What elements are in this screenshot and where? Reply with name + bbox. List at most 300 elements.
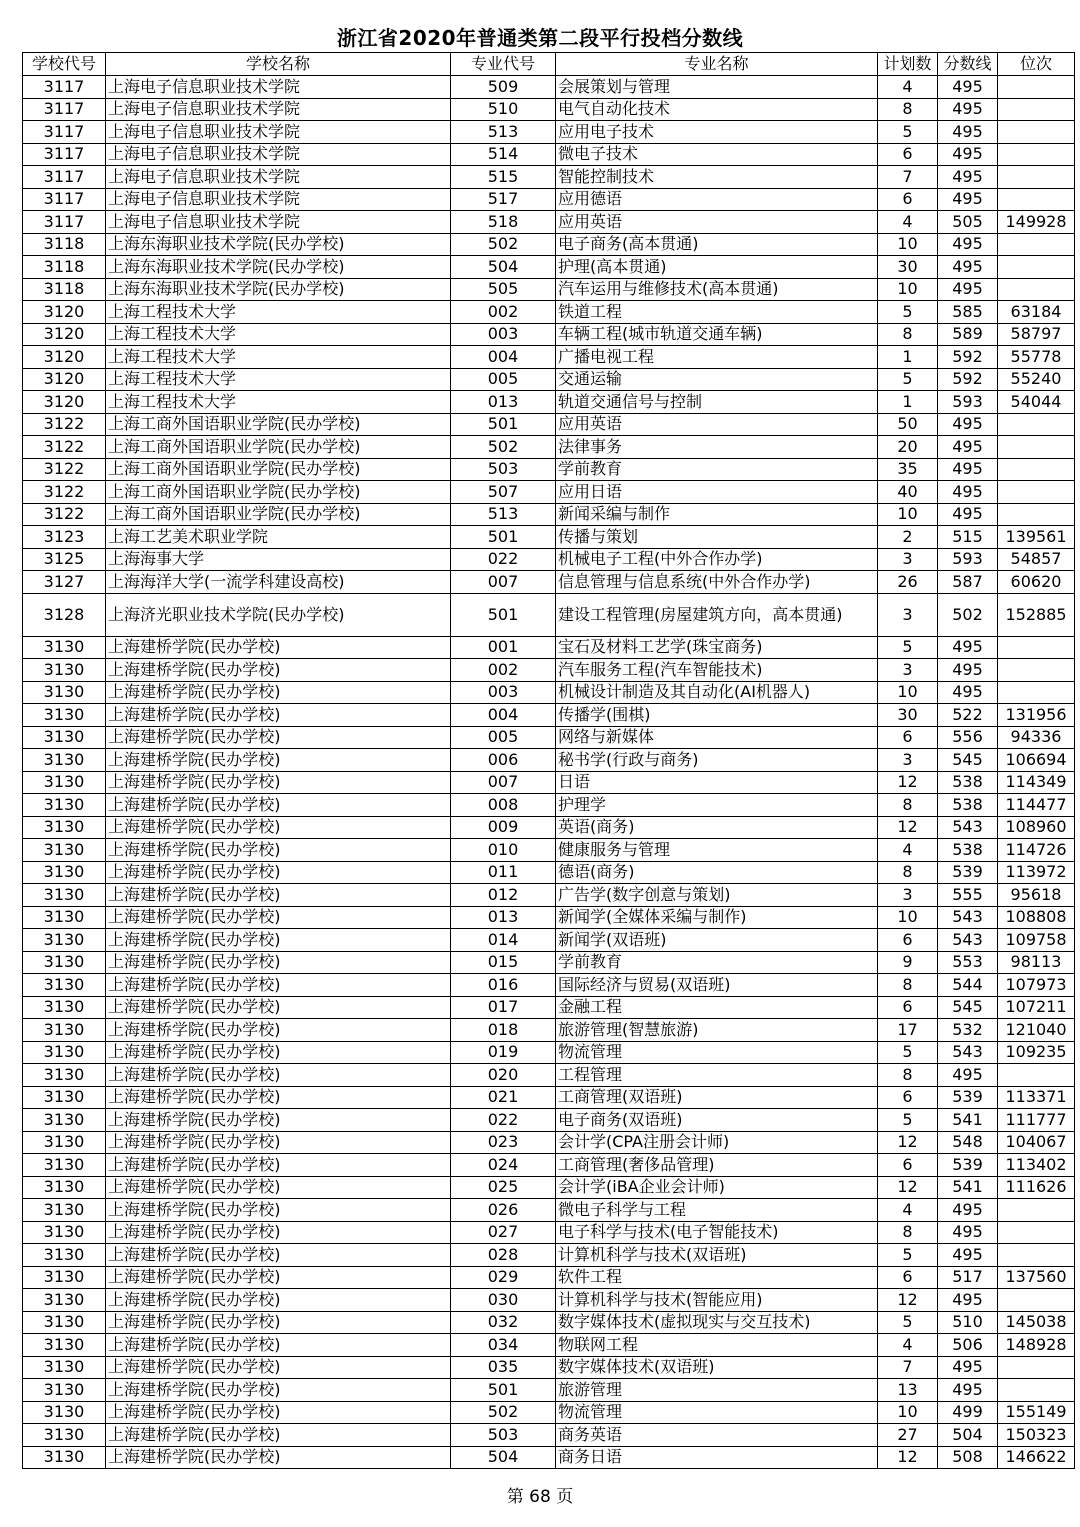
- table-row: [23, 726, 1075, 749]
- rank-cell: 107211: [998, 996, 1075, 1019]
- major-name-cell: 英语(商务): [556, 816, 878, 839]
- school-code-cell: 3130: [23, 1311, 106, 1334]
- major-name-cell: 新闻采编与制作: [556, 503, 878, 526]
- score-table: [22, 52, 1075, 1469]
- school-name-cell: 上海建桥学院(民办学校): [106, 839, 451, 862]
- school-name-cell: 上海建桥学院(民办学校): [106, 704, 451, 727]
- major-name-cell: 国际经济与贸易(双语班): [556, 974, 878, 997]
- score-line-cell: 539: [938, 861, 998, 884]
- table-row: [23, 76, 1075, 99]
- page-title: 浙江省2020年普通类第二段平行投档分数线: [336, 26, 744, 50]
- score-line-cell: 504: [938, 1424, 998, 1447]
- table-row: [23, 1221, 1075, 1244]
- major-code-cell: 029: [451, 1266, 556, 1289]
- school-name-cell: 上海建桥学院(民办学校): [106, 1266, 451, 1289]
- score-line-cell: 495: [938, 1064, 998, 1087]
- table-row: [23, 681, 1075, 704]
- score-line-cell: 495: [938, 188, 998, 211]
- plan-count-cell: 10: [878, 1401, 938, 1424]
- score-line-cell: 544: [938, 974, 998, 997]
- plan-count-cell: 6: [878, 1266, 938, 1289]
- plan-count-cell: 5: [878, 368, 938, 391]
- school-name-cell: 上海建桥学院(民办学校): [106, 1221, 451, 1244]
- major-code-cell: 019: [451, 1041, 556, 1064]
- school-code-cell: 3130: [23, 996, 106, 1019]
- major-name-cell: 物流管理: [556, 1401, 878, 1424]
- major-code-cell: 020: [451, 1064, 556, 1087]
- school-name-cell: 上海建桥学院(民办学校): [106, 974, 451, 997]
- score-line-cell: 502: [938, 593, 998, 636]
- school-code-cell: 3130: [23, 1289, 106, 1312]
- school-name-cell: 上海建桥学院(民办学校): [106, 1154, 451, 1177]
- score-line-cell: 495: [938, 1199, 998, 1222]
- score-line-cell: 592: [938, 368, 998, 391]
- school-code-cell: 3130: [23, 1199, 106, 1222]
- major-name-cell: 微电子科学与工程: [556, 1199, 878, 1222]
- plan-count-cell: 7: [878, 166, 938, 189]
- major-code-cell: 023: [451, 1131, 556, 1154]
- plan-count-cell: 5: [878, 1041, 938, 1064]
- school-code-cell: 3130: [23, 1041, 106, 1064]
- rank-cell: 54857: [998, 548, 1075, 571]
- plan-count-cell: 9: [878, 951, 938, 974]
- rank-cell: 131956: [998, 704, 1075, 727]
- table-row: [23, 436, 1075, 459]
- major-name-cell: 广播电视工程: [556, 346, 878, 369]
- score-line-cell: 508: [938, 1446, 998, 1469]
- score-line-cell: 495: [938, 436, 998, 459]
- score-line-cell: 495: [938, 121, 998, 144]
- score-line-cell: 553: [938, 951, 998, 974]
- school-code-cell: 3130: [23, 1109, 106, 1132]
- score-line-cell: 555: [938, 884, 998, 907]
- rank-cell: 155149: [998, 1401, 1075, 1424]
- school-name-cell: 上海东海职业技术学院(民办学校): [106, 233, 451, 256]
- major-name-cell: 会展策划与管理: [556, 76, 878, 99]
- school-name-cell: 上海电子信息职业技术学院: [106, 211, 451, 234]
- school-name-cell: 上海海事大学: [106, 548, 451, 571]
- school-code-cell: 3117: [23, 76, 106, 99]
- school-code-cell: 3130: [23, 726, 106, 749]
- score-line-cell: 556: [938, 726, 998, 749]
- plan-count-cell: 5: [878, 636, 938, 659]
- major-name-cell: 商务日语: [556, 1446, 878, 1469]
- school-name-cell: 上海建桥学院(民办学校): [106, 1424, 451, 1447]
- table-row: [23, 794, 1075, 817]
- table-row: [23, 571, 1075, 594]
- plan-count-cell: 35: [878, 458, 938, 481]
- rank-cell: 146622: [998, 1446, 1075, 1469]
- table-row: [23, 974, 1075, 997]
- school-name-cell: 上海电子信息职业技术学院: [106, 166, 451, 189]
- major-code-cell: 003: [451, 323, 556, 346]
- score-line-cell: 585: [938, 301, 998, 324]
- plan-count-cell: 8: [878, 861, 938, 884]
- major-code-cell: 011: [451, 861, 556, 884]
- school-name-cell: 上海建桥学院(民办学校): [106, 816, 451, 839]
- school-name-cell: 上海建桥学院(民办学校): [106, 726, 451, 749]
- school-name-cell: 上海工商外国语职业学院(民办学校): [106, 481, 451, 504]
- school-code-cell: 3130: [23, 636, 106, 659]
- rank-cell: [998, 166, 1075, 189]
- plan-count-cell: 3: [878, 659, 938, 682]
- rank-cell: [998, 1064, 1075, 1087]
- school-name-cell: 上海建桥学院(民办学校): [106, 1401, 451, 1424]
- rank-cell: 109758: [998, 929, 1075, 952]
- major-name-cell: 应用电子技术: [556, 121, 878, 144]
- score-line-cell: 505: [938, 211, 998, 234]
- page-number: 第 68 页: [506, 1487, 574, 1507]
- major-name-cell: 会计学(CPA注册会计师): [556, 1131, 878, 1154]
- school-code-cell: 3130: [23, 974, 106, 997]
- plan-count-cell: 5: [878, 1244, 938, 1267]
- school-name-cell: 上海电子信息职业技术学院: [106, 121, 451, 144]
- rank-cell: 148928: [998, 1334, 1075, 1357]
- score-line-cell: 543: [938, 816, 998, 839]
- school-code-cell: 3130: [23, 1446, 106, 1469]
- rank-cell: [998, 458, 1075, 481]
- major-name-cell: 新闻学(双语班): [556, 929, 878, 952]
- plan-count-cell: 5: [878, 1109, 938, 1132]
- major-name-cell: 应用日语: [556, 481, 878, 504]
- score-line-cell: 543: [938, 906, 998, 929]
- major-name-cell: 新闻学(全媒体采编与制作): [556, 906, 878, 929]
- score-line-cell: 532: [938, 1019, 998, 1042]
- plan-count-cell: 3: [878, 749, 938, 772]
- major-name-cell: 机械电子工程(中外合作办学): [556, 548, 878, 571]
- major-name-cell: 学前教育: [556, 951, 878, 974]
- school-name-cell: 上海建桥学院(民办学校): [106, 1064, 451, 1087]
- header-rank: 位次: [998, 53, 1075, 76]
- major-code-cell: 014: [451, 929, 556, 952]
- table-row: [23, 816, 1075, 839]
- major-name-cell: 计算机科学与技术(双语班): [556, 1244, 878, 1267]
- school-code-cell: 3127: [23, 571, 106, 594]
- plan-count-cell: 3: [878, 548, 938, 571]
- major-code-cell: 502: [451, 436, 556, 459]
- major-code-cell: 022: [451, 548, 556, 571]
- rank-cell: [998, 121, 1075, 144]
- table-row: [23, 166, 1075, 189]
- major-name-cell: 电子商务(双语班): [556, 1109, 878, 1132]
- plan-count-cell: 12: [878, 1446, 938, 1469]
- rank-cell: 55778: [998, 346, 1075, 369]
- major-code-cell: 504: [451, 1446, 556, 1469]
- plan-count-cell: 17: [878, 1019, 938, 1042]
- major-name-cell: 日语: [556, 771, 878, 794]
- major-code-cell: 024: [451, 1154, 556, 1177]
- major-name-cell: 轨道交通信号与控制: [556, 391, 878, 414]
- rank-cell: [998, 681, 1075, 704]
- rank-cell: 58797: [998, 323, 1075, 346]
- major-code-cell: 503: [451, 458, 556, 481]
- plan-count-cell: 6: [878, 996, 938, 1019]
- school-name-cell: 上海东海职业技术学院(民办学校): [106, 256, 451, 279]
- table-row: [23, 1379, 1075, 1402]
- table-row: [23, 526, 1075, 549]
- school-code-cell: 3130: [23, 861, 106, 884]
- major-code-cell: 010: [451, 839, 556, 862]
- major-code-cell: 013: [451, 906, 556, 929]
- table-row: [23, 413, 1075, 436]
- table-row: [23, 211, 1075, 234]
- table-row: [23, 548, 1075, 571]
- school-name-cell: 上海建桥学院(民办学校): [106, 636, 451, 659]
- major-code-cell: 505: [451, 278, 556, 301]
- school-name-cell: 上海工商外国语职业学院(民办学校): [106, 503, 451, 526]
- table-row: [23, 368, 1075, 391]
- school-code-cell: 3130: [23, 1356, 106, 1379]
- score-line-cell: 517: [938, 1266, 998, 1289]
- plan-count-cell: 27: [878, 1424, 938, 1447]
- table-row: [23, 929, 1075, 952]
- table-row: [23, 458, 1075, 481]
- major-code-cell: 008: [451, 794, 556, 817]
- major-code-cell: 005: [451, 726, 556, 749]
- school-code-cell: 3122: [23, 413, 106, 436]
- major-code-cell: 513: [451, 503, 556, 526]
- table-row: [23, 1154, 1075, 1177]
- school-name-cell: 上海建桥学院(民办学校): [106, 951, 451, 974]
- header-major-name: 专业名称: [556, 53, 878, 76]
- major-code-cell: 501: [451, 526, 556, 549]
- major-name-cell: 健康服务与管理: [556, 839, 878, 862]
- major-name-cell: 商务英语: [556, 1424, 878, 1447]
- table-row: [23, 906, 1075, 929]
- table-row: [23, 256, 1075, 279]
- rank-cell: [998, 278, 1075, 301]
- major-name-cell: 物流管理: [556, 1041, 878, 1064]
- school-code-cell: 3130: [23, 906, 106, 929]
- rank-cell: 114349: [998, 771, 1075, 794]
- major-name-cell: 建设工程管理(房屋建筑方向，高本贯通): [556, 593, 878, 636]
- major-code-cell: 034: [451, 1334, 556, 1357]
- school-name-cell: 上海电子信息职业技术学院: [106, 143, 451, 166]
- table-row: [23, 659, 1075, 682]
- score-line-cell: 495: [938, 1221, 998, 1244]
- school-code-cell: 3130: [23, 1064, 106, 1087]
- major-name-cell: 金融工程: [556, 996, 878, 1019]
- school-code-cell: 3117: [23, 98, 106, 121]
- school-name-cell: 上海建桥学院(民办学校): [106, 1176, 451, 1199]
- major-name-cell: 铁道工程: [556, 301, 878, 324]
- major-name-cell: 应用英语: [556, 211, 878, 234]
- school-code-cell: 3122: [23, 436, 106, 459]
- score-line-cell: 539: [938, 1086, 998, 1109]
- school-name-cell: 上海建桥学院(民办学校): [106, 659, 451, 682]
- school-code-cell: 3118: [23, 278, 106, 301]
- major-code-cell: 005: [451, 368, 556, 391]
- plan-count-cell: 12: [878, 816, 938, 839]
- rank-cell: [998, 659, 1075, 682]
- table-row: [23, 1131, 1075, 1154]
- major-code-cell: 004: [451, 346, 556, 369]
- major-name-cell: 工商管理(奢侈品管理): [556, 1154, 878, 1177]
- score-line-cell: 548: [938, 1131, 998, 1154]
- rank-cell: 149928: [998, 211, 1075, 234]
- header-major-code: 专业代号: [451, 53, 556, 76]
- major-code-cell: 517: [451, 188, 556, 211]
- table-row: [23, 188, 1075, 211]
- school-name-cell: 上海电子信息职业技术学院: [106, 98, 451, 121]
- table-row: [23, 1424, 1075, 1447]
- table-row: [23, 1266, 1075, 1289]
- plan-count-cell: 6: [878, 143, 938, 166]
- rank-cell: [998, 636, 1075, 659]
- table-row: [23, 1176, 1075, 1199]
- school-code-cell: 3120: [23, 368, 106, 391]
- plan-count-cell: 50: [878, 413, 938, 436]
- school-name-cell: 上海建桥学院(民办学校): [106, 884, 451, 907]
- plan-count-cell: 1: [878, 346, 938, 369]
- rank-cell: 113972: [998, 861, 1075, 884]
- score-line-cell: 495: [938, 636, 998, 659]
- table-row: [23, 233, 1075, 256]
- school-code-cell: 3120: [23, 346, 106, 369]
- score-line-cell: 495: [938, 659, 998, 682]
- rank-cell: [998, 256, 1075, 279]
- school-code-cell: 3117: [23, 188, 106, 211]
- school-name-cell: 上海建桥学院(民办学校): [106, 1311, 451, 1334]
- school-code-cell: 3130: [23, 659, 106, 682]
- major-name-cell: 机械设计制造及其自动化(AI机器人): [556, 681, 878, 704]
- school-code-cell: 3130: [23, 1379, 106, 1402]
- rank-cell: [998, 233, 1075, 256]
- table-row: [23, 771, 1075, 794]
- rank-cell: 152885: [998, 593, 1075, 636]
- school-name-cell: 上海工程技术大学: [106, 391, 451, 414]
- score-line-cell: 538: [938, 794, 998, 817]
- plan-count-cell: 6: [878, 188, 938, 211]
- plan-count-cell: 10: [878, 906, 938, 929]
- major-code-cell: 012: [451, 884, 556, 907]
- school-code-cell: 3122: [23, 503, 106, 526]
- score-line-cell: 495: [938, 278, 998, 301]
- school-name-cell: 上海建桥学院(民办学校): [106, 1334, 451, 1357]
- school-name-cell: 上海建桥学院(民办学校): [106, 794, 451, 817]
- major-name-cell: 德语(商务): [556, 861, 878, 884]
- table-row: [23, 121, 1075, 144]
- major-name-cell: 车辆工程(城市轨道交通车辆): [556, 323, 878, 346]
- major-code-cell: 021: [451, 1086, 556, 1109]
- school-name-cell: 上海工程技术大学: [106, 346, 451, 369]
- rank-cell: [998, 1356, 1075, 1379]
- school-code-cell: 3130: [23, 1424, 106, 1447]
- plan-count-cell: 6: [878, 726, 938, 749]
- major-code-cell: 518: [451, 211, 556, 234]
- score-line-cell: 495: [938, 458, 998, 481]
- score-line-cell: 495: [938, 503, 998, 526]
- plan-count-cell: 6: [878, 929, 938, 952]
- table-row: [23, 1356, 1075, 1379]
- table-row: [23, 1019, 1075, 1042]
- school-name-cell: 上海建桥学院(民办学校): [106, 681, 451, 704]
- school-name-cell: 上海建桥学院(民办学校): [106, 1379, 451, 1402]
- rank-cell: [998, 143, 1075, 166]
- plan-count-cell: 4: [878, 1334, 938, 1357]
- school-name-cell: 上海建桥学院(民办学校): [106, 1086, 451, 1109]
- major-code-cell: 022: [451, 1109, 556, 1132]
- rank-cell: [998, 1379, 1075, 1402]
- score-line-cell: 538: [938, 839, 998, 862]
- score-line-cell: 543: [938, 929, 998, 952]
- rank-cell: 113402: [998, 1154, 1075, 1177]
- plan-count-cell: 4: [878, 1199, 938, 1222]
- rank-cell: 111777: [998, 1109, 1075, 1132]
- table-row: [23, 1109, 1075, 1132]
- rank-cell: 139561: [998, 526, 1075, 549]
- major-code-cell: 510: [451, 98, 556, 121]
- school-name-cell: 上海建桥学院(民办学校): [106, 1041, 451, 1064]
- major-name-cell: 护理(高本贯通): [556, 256, 878, 279]
- plan-count-cell: 4: [878, 76, 938, 99]
- plan-count-cell: 30: [878, 704, 938, 727]
- school-code-cell: 3120: [23, 323, 106, 346]
- school-code-cell: 3130: [23, 839, 106, 862]
- school-code-cell: 3117: [23, 211, 106, 234]
- rank-cell: 55240: [998, 368, 1075, 391]
- table-row: [23, 704, 1075, 727]
- school-name-cell: 上海建桥学院(民办学校): [106, 1109, 451, 1132]
- school-code-cell: 3117: [23, 121, 106, 144]
- major-name-cell: 软件工程: [556, 1266, 878, 1289]
- school-code-cell: 3130: [23, 951, 106, 974]
- school-code-cell: 3130: [23, 681, 106, 704]
- rank-cell: [998, 1289, 1075, 1312]
- score-line-cell: 495: [938, 1356, 998, 1379]
- school-name-cell: 上海济光职业技术学院(民办学校): [106, 593, 451, 636]
- plan-count-cell: 3: [878, 884, 938, 907]
- plan-count-cell: 4: [878, 839, 938, 862]
- plan-count-cell: 6: [878, 1154, 938, 1177]
- rank-cell: 98113: [998, 951, 1075, 974]
- plan-count-cell: 12: [878, 1289, 938, 1312]
- score-line-cell: 545: [938, 749, 998, 772]
- school-name-cell: 上海建桥学院(民办学校): [106, 1244, 451, 1267]
- major-code-cell: 509: [451, 76, 556, 99]
- table-row: [23, 884, 1075, 907]
- rank-cell: [998, 1244, 1075, 1267]
- table-row: [23, 1041, 1075, 1064]
- rank-cell: 63184: [998, 301, 1075, 324]
- major-code-cell: 026: [451, 1199, 556, 1222]
- table-row: [23, 1289, 1075, 1312]
- major-code-cell: 002: [451, 659, 556, 682]
- major-code-cell: 501: [451, 593, 556, 636]
- rank-cell: 107973: [998, 974, 1075, 997]
- table-row: [23, 1199, 1075, 1222]
- rank-cell: 60620: [998, 571, 1075, 594]
- major-code-cell: 002: [451, 301, 556, 324]
- school-name-cell: 上海建桥学院(民办学校): [106, 929, 451, 952]
- major-code-cell: 025: [451, 1176, 556, 1199]
- plan-count-cell: 3: [878, 593, 938, 636]
- plan-count-cell: 10: [878, 233, 938, 256]
- rank-cell: 104067: [998, 1131, 1075, 1154]
- rank-cell: 121040: [998, 1019, 1075, 1042]
- major-name-cell: 法律事务: [556, 436, 878, 459]
- rank-cell: [998, 413, 1075, 436]
- school-code-cell: 3130: [23, 1131, 106, 1154]
- major-name-cell: 网络与新媒体: [556, 726, 878, 749]
- major-code-cell: 028: [451, 1244, 556, 1267]
- school-code-cell: 3125: [23, 548, 106, 571]
- plan-count-cell: 20: [878, 436, 938, 459]
- plan-count-cell: 26: [878, 571, 938, 594]
- plan-count-cell: 4: [878, 211, 938, 234]
- major-code-cell: 514: [451, 143, 556, 166]
- major-code-cell: 515: [451, 166, 556, 189]
